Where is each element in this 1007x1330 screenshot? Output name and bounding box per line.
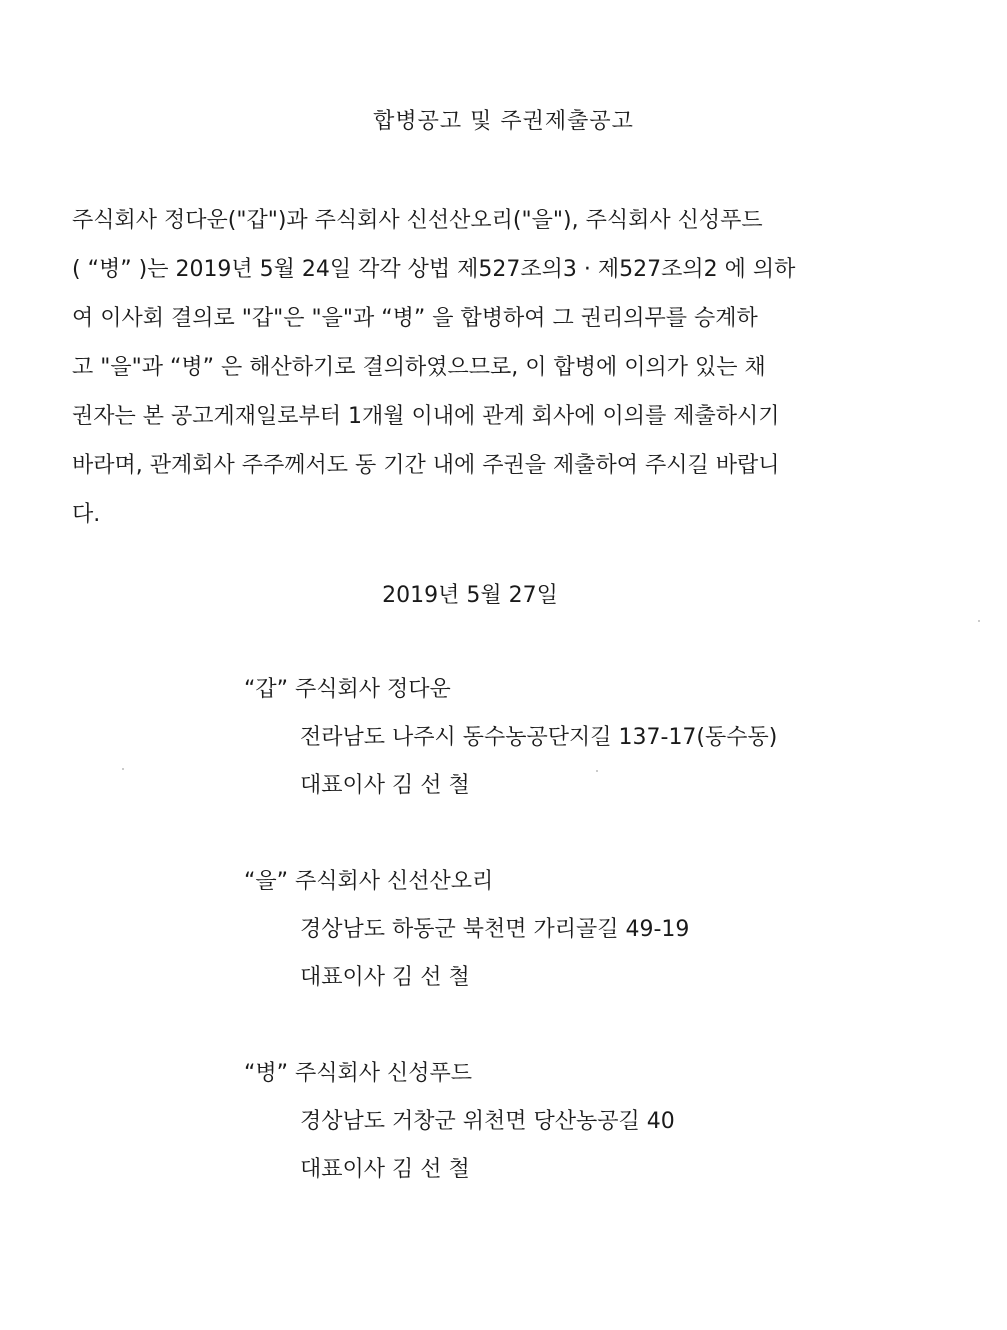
body-line: 다. [72, 502, 101, 527]
party-byeong [244, 1050, 675, 1194]
party-representative: 대표이사 김 선 철 [300, 965, 470, 990]
body-line: 여 이사회 결의로 "갑"은 "을"과 “병” 을 합병하여 그 권리의무를 승계하 [72, 306, 758, 331]
party-label: “병” 주식회사 신성푸드 [244, 1061, 473, 1086]
party-address: 경상남도 거창군 위천면 당산농공길 40 [300, 1109, 675, 1134]
party-label: “갑” 주식회사 정다운 [244, 677, 451, 702]
notice-date: 2019년 5월 27일 [382, 583, 558, 608]
party-gap [244, 666, 777, 810]
scan-speck [122, 768, 124, 770]
body-line: 바라며, 관계회사 주주께서도 동 기간 내에 주권을 제출하여 주시길 바랍니 [72, 453, 780, 478]
scan-speck [596, 770, 598, 772]
scan-speck [978, 620, 980, 622]
notice-body [72, 196, 932, 539]
party-representative: 대표이사 김 선 철 [300, 1157, 470, 1182]
party-representative: 대표이사 김 선 철 [300, 773, 470, 798]
party-label: “을” 주식회사 신선산오리 [244, 869, 494, 894]
notice-title: 합병공고 및 주권제출공고 [373, 109, 634, 134]
party-address: 전라남도 나주시 동수농공단지길 137-17(동수동) [300, 725, 778, 750]
body-line: 권자는 본 공고게재일로부터 1개월 이내에 관계 회사에 이의를 제출하시기 [72, 404, 780, 429]
party-eul [244, 858, 689, 1002]
body-line: ( “병” )는 2019년 5월 24일 각각 상법 제527조의3 · 제527조의2 에 의하 [72, 257, 796, 282]
body-line: 고 "을"과 “병” 은 해산하기로 결의하였으므로, 이 합병에 이의가 있는 채 [72, 355, 766, 380]
party-address: 경상남도 하동군 북천면 가리골길 49-19 [300, 917, 690, 942]
body-line: 주식회사 정다운("갑")과 주식회사 신선산오리("을"), 주식회사 신성푸드 [72, 208, 763, 233]
